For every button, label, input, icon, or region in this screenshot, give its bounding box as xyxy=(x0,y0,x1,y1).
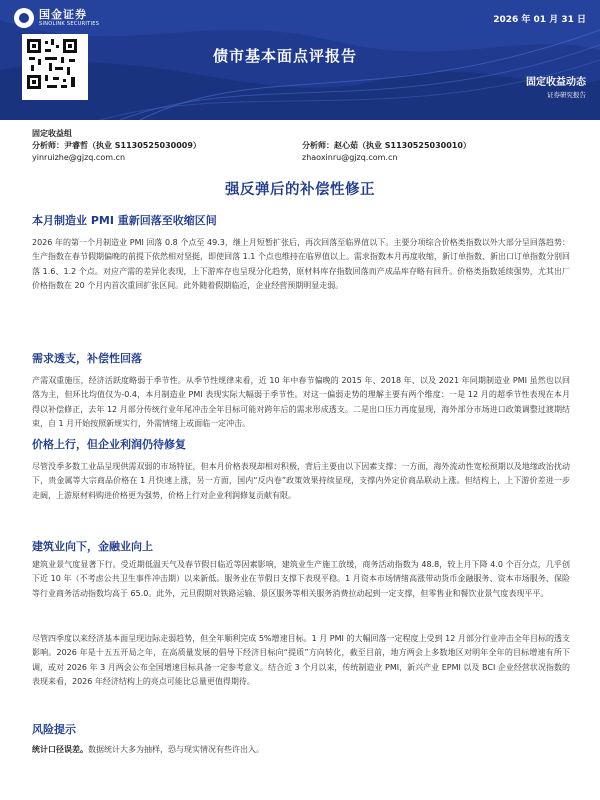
analyst-1-email[interactable]: yinruizhe@gjzq.com.cn xyxy=(32,153,126,162)
risk-text: 数据统计大多为抽样，恐与现实情况有些许出入。 xyxy=(88,745,264,754)
report-date: 2026 年 01 月 31 日 xyxy=(493,15,586,25)
analyst-2 xyxy=(302,140,572,164)
report-category: 固定收益动态 xyxy=(526,77,586,88)
logo-name-en: SINOLINK SECURITIES xyxy=(39,20,100,27)
section-heading-construction: 建筑业向下，金融业向上 xyxy=(32,540,153,553)
section-heading-demand: 需求透支，补偿性回落 xyxy=(32,352,142,365)
article-title: 强反弹后的补偿性修正 xyxy=(225,182,375,198)
section-paragraph: 2026 年的第一个月制造业 PMI 回落 0.8 个点至 49.3，继上月短暂扩张后，再次回落至临界值以下。主要分项综合价格类指数以外大部分呈回落趋势：生产指数在春节假期偏晚的前提下依然相对坚挺，即使回落 1.1 个点也维持在临界值以上。需求指数本月再度收缩，新订单指数、新出口订单指数分别回落 1.6、1.2 个点。对应产需的差异化表现，上下游库存也呈现分化趋势，原材料库存指数回落而产成品库存略有回升。价格类指数延续强势，尤其出厂价格指数在 20 个月内首次重回扩张区间。此外随着假期临近，企业经营预期明显走弱。 xyxy=(32,238,570,290)
report-type: 证券研究报告 xyxy=(547,91,586,99)
team-name: 固定收益组 xyxy=(32,129,72,138)
risk-disclosure xyxy=(32,743,570,757)
logo-icon xyxy=(14,8,34,28)
analyst-1 xyxy=(32,140,302,164)
section-paragraph: 产需双重施压，经济活跃度略弱于季节性。从季节性规律来看，近 10 年中春节偏晚的 2015 年、2018 年、以及 2021 年同期制造业 PMI 虽然也以回落为主，但环比均值仅为-0.4，本月制造业 PMI 表现实际大幅弱于季节性。对这一偏弱走势的理解主要有两个维度：一是 12 月的超季节性表现在本月得以补偿修正，去年 12 月部分传统行业年尾冲击全年目标可能对跨年后的需求形成透支。二是出口压力再度显现，海外部分市场进口政策调整过渡期结束，自 1 月开始按照新规实行，外需情绪上或面临一定冲击。 xyxy=(32,376,570,428)
report-header-banner xyxy=(0,0,600,120)
section-paragraph: 尽管没季多数工业品呈现供需双弱的市场特征，但本月价格表现却相对积极，背后主要由以下因素支撑：一方面，海外流动性宽松预期以及地缘政治扰动下，贵金属等大宗商品价格在 1 月快速上涨，另一方面，国内“反内卷”政策效果持续显现，支撑内外定价商品联动上涨。但结构上，上下游价差进一步走阔，上游原材料购进价格更为强势，价格上行对企业利润修复贡献有限。 xyxy=(32,462,570,500)
section-paragraph: 建筑业景气度显著下行。受近期低温天气及春节假日临近等因素影响，建筑业生产施工放缓，商务活动指数为 48.8，较上月下降 4.0 个百分点，几乎创下近 10 年（不考虑公共卫生事件冲击期）以来新低。服务业在节假日支撑下表现平稳。1 月资本市场情绪高涨带动货币金融服务、资本市场服务、保险等行业商务活动指数均高于 65.0。此外，元旦假期对铁路运输、景区服务等相关服务消费拉动起到一定支撑，但零售业和餐饮业景气度表现平平。 xyxy=(32,560,570,598)
section-heading-price: 价格上行，但企业利润仍待修复 xyxy=(32,438,186,451)
section-heading-risk: 风险提示 xyxy=(32,723,76,736)
analyst-1-name: 分析师：尹睿哲（执业 S1130525030009） xyxy=(32,141,201,150)
analyst-2-email[interactable]: zhaoxinru@gjzq.com.cn xyxy=(302,153,398,162)
author-block xyxy=(32,128,572,164)
qr-code-icon xyxy=(22,34,88,100)
section-heading-pmi: 本月制造业 PMI 重新回落至收缩区间 xyxy=(32,214,217,227)
analyst-2-name: 分析师：赵心茹（执业 S1130525030010） xyxy=(302,141,471,150)
company-logo xyxy=(14,8,99,28)
section-paragraph: 尽管四季度以来经济基本面呈现边际走弱趋势，但全年顺利完成 5%增速目标。1 月 PMI 的大幅回落一定程度上受到 12 月部分行业冲击全年目标的透支影响。2026 年是十五五开局之年，在高质量发展的倡导下经济目标向“提质”方向转化，截至目前，地方两会上多数地区对明年全年的目标增速有所下调，或对 2026 年 3 月两会公布全国增速目标具备一定参考意义。结合近 3 个月以来，传统制造业 PMI，新兴产业 EPMI 以及 BCI 企业经营状况指数的表现来看，2026 年经济结构上的亮点可能比总量更值得期待。 xyxy=(32,634,570,686)
logo-name-cn: 国金证券 xyxy=(39,7,87,21)
report-series-title: 债市基本面点评报告 xyxy=(213,47,358,65)
risk-label: 统计口径误差。 xyxy=(32,745,88,754)
